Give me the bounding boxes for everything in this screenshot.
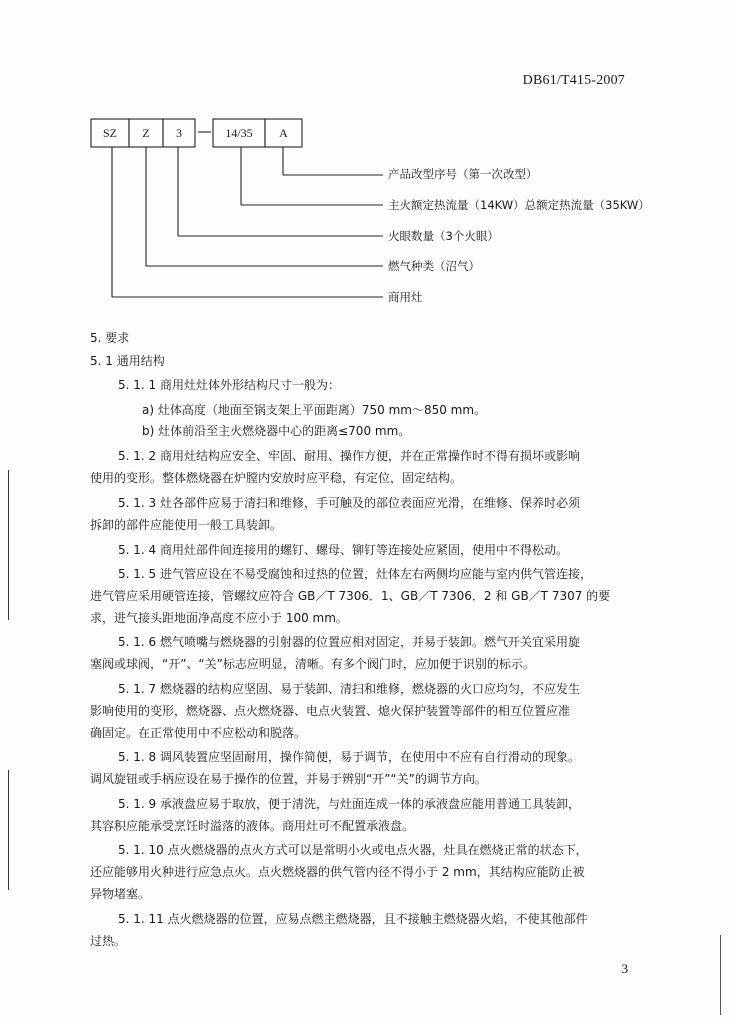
clause-5-1-7-line3: 确固定。在正常使用中不应松动和脱落。 bbox=[90, 726, 307, 740]
designation-lines bbox=[0, 0, 729, 320]
designation-label-type: 商用灶 bbox=[388, 290, 423, 304]
page-number: 3 bbox=[621, 961, 628, 976]
section-5-1-heading: 5. 1 通用结构 bbox=[90, 354, 165, 368]
clause-5-1-9-line2: 其容积应能承受烹饪时溢落的液体。商用灶可不配置承液盘。 bbox=[90, 819, 415, 833]
scan-edge-left-lower bbox=[8, 770, 9, 890]
clause-5-1-5-line1: 5. 1. 5 进气管应设在不易受腐蚀和过热的位置，灶体左右两侧均应能与室内供气管连接， bbox=[118, 567, 592, 581]
clause-5-1-10-line1: 5. 1. 10 点火燃烧器的点火方式可以是常明小火或电点火器，灶具在燃烧正常的状态下， bbox=[118, 843, 588, 857]
designation-label-revision: 产品改型序号（第一次改型） bbox=[388, 167, 538, 181]
clause-5-1-1-b: b) 灶体前沿至主火燃烧器中心的距离≤700 mm。 bbox=[142, 424, 411, 438]
designation-cell-heat-flow: 14/35 bbox=[225, 126, 253, 140]
scan-edge-right bbox=[720, 935, 721, 1015]
section-5-heading: 5. 要求 bbox=[90, 331, 130, 345]
scan-edge-left bbox=[8, 470, 9, 620]
clause-5-1-3-line2: 拆卸的部件应能使用一般工具装卸。 bbox=[90, 518, 283, 532]
clause-5-1-5-line2: 进气管应采用硬管连接，管螺纹应符合 GB／T 7306．1、GB／T 7306．2 和 GB／T 7307 的要 bbox=[90, 589, 611, 603]
clause-5-1-2-line2: 使用的变形。整体燃烧器在炉膛内安放时应平稳，有定位，固定结构。 bbox=[90, 471, 463, 485]
designation-cell-burners: 3 bbox=[176, 126, 182, 140]
model-designation-diagram bbox=[0, 0, 729, 320]
clause-5-1-9-line1: 5. 1. 9 承液盘应易于取放，便于清洗，与灶面连成一体的承液盘应能用普通工具装卸， bbox=[118, 797, 580, 811]
clause-5-1-11-line2: 过热。 bbox=[90, 934, 127, 948]
clause-5-1-1: 5. 1. 1 商用灶灶体外形结构尺寸一般为： bbox=[118, 378, 340, 392]
clause-5-1-10-line3: 异物堵塞。 bbox=[90, 887, 151, 901]
clause-5-1-3-line1: 5. 1. 3 灶各部件应易于清扫和维修，手可触及的部位表面应光滑，在维修、保养时必须 bbox=[118, 496, 580, 510]
clause-5-1-7-line1: 5. 1. 7 燃烧器的结构应坚固、易于装卸、清扫和维修，燃烧器的火口应均匀，不应发生 bbox=[118, 682, 580, 696]
designation-label-heat-flow: 主火额定热流量（14KW）总额定热流量（35KW） bbox=[388, 198, 650, 212]
clause-5-1-8-line1: 5. 1. 8 调风装置应坚固耐用，操作简便，易于调节，在使用中不应有自行滑动的现象。 bbox=[118, 750, 580, 764]
clause-5-1-1-a: a) 灶体高度（地面至锅支架上平面距离）750 mm～850 mm。 bbox=[142, 403, 487, 417]
clause-5-1-8-line2: 调风旋钮或手柄应设在易于操作的位置，并易于辨别“开”“关”的调节方向。 bbox=[90, 772, 487, 786]
clause-5-1-6-line1: 5. 1. 6 燃气喷嘴与燃烧器的引射器的位置应相对固定，并易于装卸。燃气开关宜采用旋 bbox=[118, 635, 580, 649]
clause-5-1-11-line1: 5. 1. 11 点火燃烧器的位置，应易点燃主燃烧器，且不接触主燃烧器火焰，不使其他部件 bbox=[118, 912, 588, 926]
clause-5-1-4: 5. 1. 4 商用灶部件间连接用的螺钉、螺母、铆钉等连接处应紧固，使用中不得松动。 bbox=[118, 543, 568, 557]
designation-label-gas: 燃气种类（沼气） bbox=[388, 259, 480, 273]
clause-5-1-2-line1: 5. 1. 2 商用灶结构应安全、牢固、耐用、操作方便，并在正常操作时不得有损坏或影响 bbox=[118, 449, 580, 463]
designation-cell-revision: A bbox=[279, 126, 288, 140]
designation-label-burners: 火眼数量（3个火眼） bbox=[388, 229, 499, 243]
document-id: DB61/T415-2007 bbox=[522, 73, 625, 88]
clause-5-1-7-line2: 影响使用的变形，燃烧器、点火燃烧器、电点火装置、熄火保护装置等部件的相互位置应准 bbox=[90, 704, 571, 718]
clause-5-1-5-line3: 求，进气接头距地面净高度不应小于 100 mm。 bbox=[90, 611, 348, 625]
clause-5-1-10-line2: 还应能够用火种进行应急点火。点火燃烧器的供气管内径不得小于 2 mm，其结构应能防止被 bbox=[90, 865, 585, 879]
designation-cell-gas: Z bbox=[142, 126, 150, 140]
clause-5-1-6-line2: 塞阀或球阀，“开”、“关”标志应明显，清晰。有多个阀门时，应加便于识别的标示。 bbox=[90, 657, 535, 671]
designation-cell-type: SZ bbox=[102, 126, 117, 140]
